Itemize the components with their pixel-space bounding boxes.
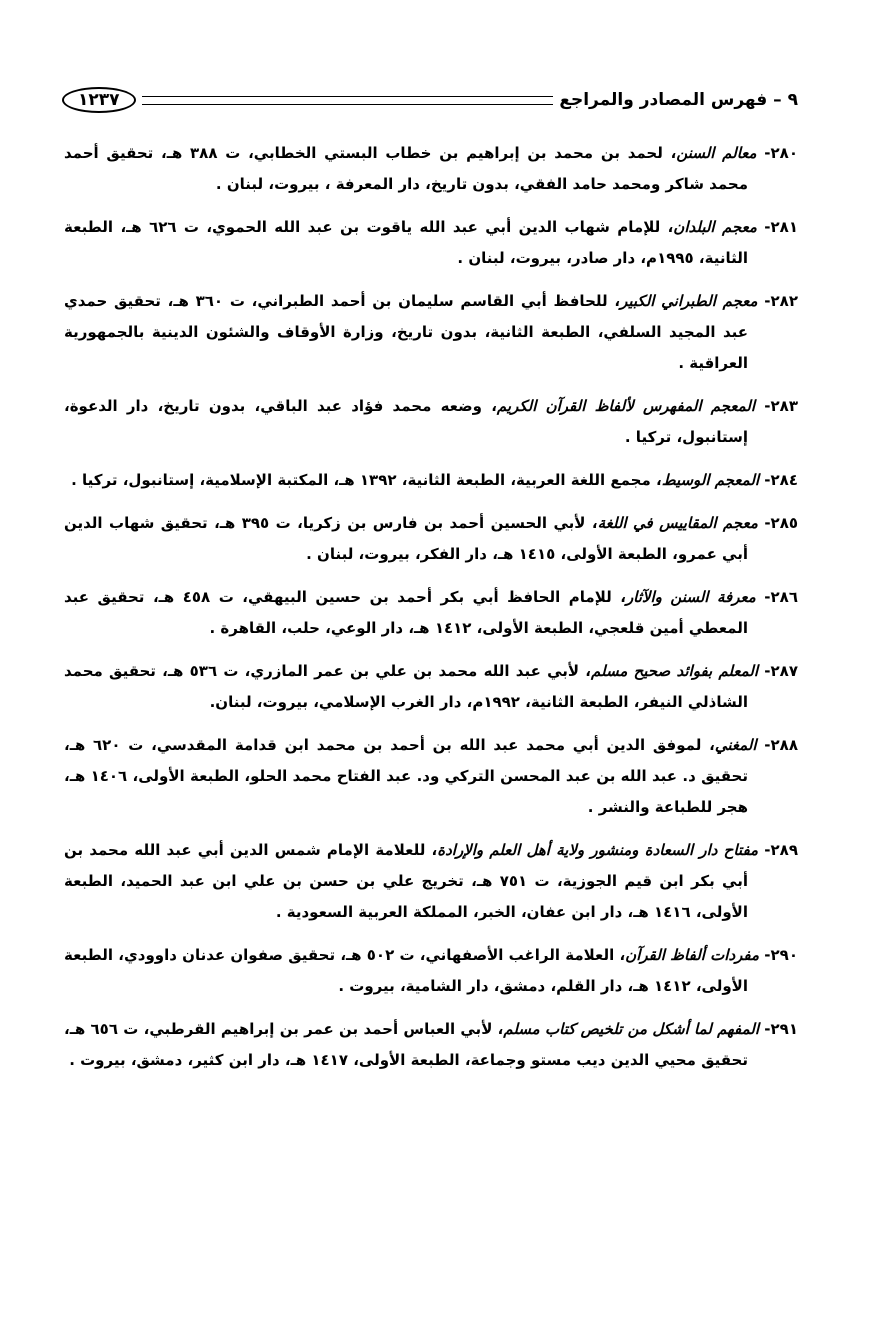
entry-text: ، للإمام الحافظ أبي بكر أحمد بن حسين البيهقي، ت ٤٥٨ هـ، تحقيق عبد المعطي أمين قلعجي، الطبعة الأولى، ١٤١٢ هـ، دار الوعي، حلب، القاهرة . <box>64 588 748 637</box>
entry-number: ٢٩٠- <box>764 946 798 964</box>
entry-title: معجم الطبراني الكبير <box>620 292 758 310</box>
entry-number: ٢٩١- <box>764 1020 798 1038</box>
entry-text: ، للإمام شهاب الدين أبي عبد الله ياقوت بن عبد الله الحموي، ت ٦٢٦ هـ، الطبعة الثانية، ١٩٩٥م، دار صادر، بيروت، لبنان . <box>64 218 748 267</box>
bibliography-entry <box>64 391 798 453</box>
entry-number: ٢٨٥- <box>764 514 799 532</box>
entry-title: المغني <box>714 736 757 754</box>
entry-text: ، العلامة الراغب الأصفهاني، ت ٥٠٢ هـ، تحقيق صفوان عدنان داوودي، الطبعة الأولى، ١٤١٢ هـ، دار القلم، دمشق، دار الشامية، بيروت . <box>64 946 748 995</box>
bibliography-entry <box>64 835 798 928</box>
bibliography-list <box>64 138 798 1088</box>
entry-text: ، لموفق الدين أبي محمد عبد الله بن أحمد بن محمد ابن قدامة المقدسي، ت ٦٢٠ هـ، تحقيق د. عبد الله بن عبد المحسن التركي ود. عبد الفتاح محمد الحلو، الطبعة الأولى، ١٤٠٦ هـ، هجر للطباعة والنشر . <box>64 736 748 816</box>
entry-title: معالم السنن <box>676 144 757 162</box>
bibliography-entry <box>64 940 798 1002</box>
entry-title: معجم البلدان <box>673 218 757 236</box>
entry-text: ، لأبي الحسين أحمد بن فارس بن زكريا، ت ٣٩٥ هـ، تحقيق شهاب الدين أبي عمرو، الطبعة الأولى، ١٤١٥ هـ، دار الفكر، بيروت، لبنان . <box>64 514 748 563</box>
entry-text: ، للحافظ أبي القاسم سليمان بن أحمد الطبراني، ت ٣٦٠ هـ، تحقيق حمدي عبد المجيد السلفي، الطبعة الثانية، بدون تاريخ، وزارة الأوقاف والشئون الدينية بالجمهورية العراقية . <box>64 292 748 372</box>
bibliography-entry <box>64 730 798 823</box>
entry-title: المعجم المفهرس لألفاظ القرآن الكريم <box>496 397 756 415</box>
entry-text: ، مجمع اللغة العربية، الطبعة الثانية، ١٣٩٢ هـ، المكتبة الإسلامية، إستانبول، تركيا . <box>71 471 662 489</box>
entry-text: ، لأبي العباس أحمد بن عمر بن إبراهيم القرطبي، ت ٦٥٦ هـ، تحقيق محيي الدين ديب مستو وجماعة، الطبعة الأولى، ١٤١٧ هـ، دار ابن كثير، دمشق، بيروت . <box>64 1020 748 1069</box>
entry-title: معرفة السنن والآثار <box>625 588 756 606</box>
entry-text: ، للعلامة الإمام شمس الدين أبي عبد الله محمد بن أبي بكر ابن قيم الجوزية، ت ٧٥١ هـ، تخريج علي بن حسن بن علي ابن عبد الحميد، الطبعة الأولى، ١٤١٦ هـ، دار ابن عفان، الخبر، المملكة العربية السعودية . <box>64 841 748 921</box>
header-rule <box>142 96 554 105</box>
entry-number: ٢٨٨- <box>764 736 798 754</box>
running-header <box>62 82 798 118</box>
entry-number: ٢٨٢- <box>764 292 798 310</box>
bibliography-entry <box>64 1014 798 1076</box>
entry-text: ، لحمد بن محمد بن إبراهيم بن خطاب البستي الخطابي، ت ٣٨٨ هـ، تحقيق أحمد محمد شاكر ومحمد حامد الفقي، بدون تاريخ، دار المعرفة ، بيروت، لبنان . <box>64 144 748 193</box>
entry-number: ٢٨١- <box>764 218 798 236</box>
entry-number: ٢٨٩- <box>764 841 798 859</box>
entry-title: معجم المقاييس في اللغة <box>597 514 758 532</box>
page-number: ١٢٣٧ <box>62 87 136 113</box>
entry-title: مفردات ألفاظ القرآن <box>625 946 760 964</box>
bibliography-entry <box>64 286 798 379</box>
bibliography-entry <box>64 212 798 274</box>
entry-number: ٢٨٤- <box>764 471 798 489</box>
entry-text: ، وضعه محمد فؤاد عبد الباقي، بدون تاريخ، دار الدعوة، إستانبول، تركيا . <box>64 397 748 446</box>
entry-title: المعجم الوسيط <box>661 471 760 489</box>
entry-title: مفتاح دار السعادة ومنشور ولاية أهل العلم والإرادة <box>437 841 759 859</box>
bibliography-entry <box>64 656 798 718</box>
entry-title: المعلم بفوائد صحيح مسلم <box>591 662 759 680</box>
bibliography-entry <box>64 582 798 644</box>
entry-title: المفهم لما أشكل من تلخيص كتاب مسلم <box>503 1020 760 1038</box>
entry-text: ، لأبي عبد الله محمد بن علي بن عمر المازري، ت ٥٣٦ هـ، تحقيق محمد الشاذلي النيفر، الطبعة الثانية، ١٩٩٢م، دار الغرب الإسلامي، بيروت، لبنان. <box>64 662 748 711</box>
bibliography-entry <box>64 138 798 200</box>
bibliography-entry <box>64 465 798 496</box>
chapter-title: ٩ – فهرس المصادر والمراجع <box>559 90 798 110</box>
entry-number: ٢٨٧- <box>764 662 798 680</box>
entry-number: ٢٨٦- <box>764 588 798 606</box>
entry-number: ٢٨٣- <box>764 397 798 415</box>
entry-number: ٢٨٠- <box>764 144 798 162</box>
bibliography-entry <box>64 508 798 570</box>
